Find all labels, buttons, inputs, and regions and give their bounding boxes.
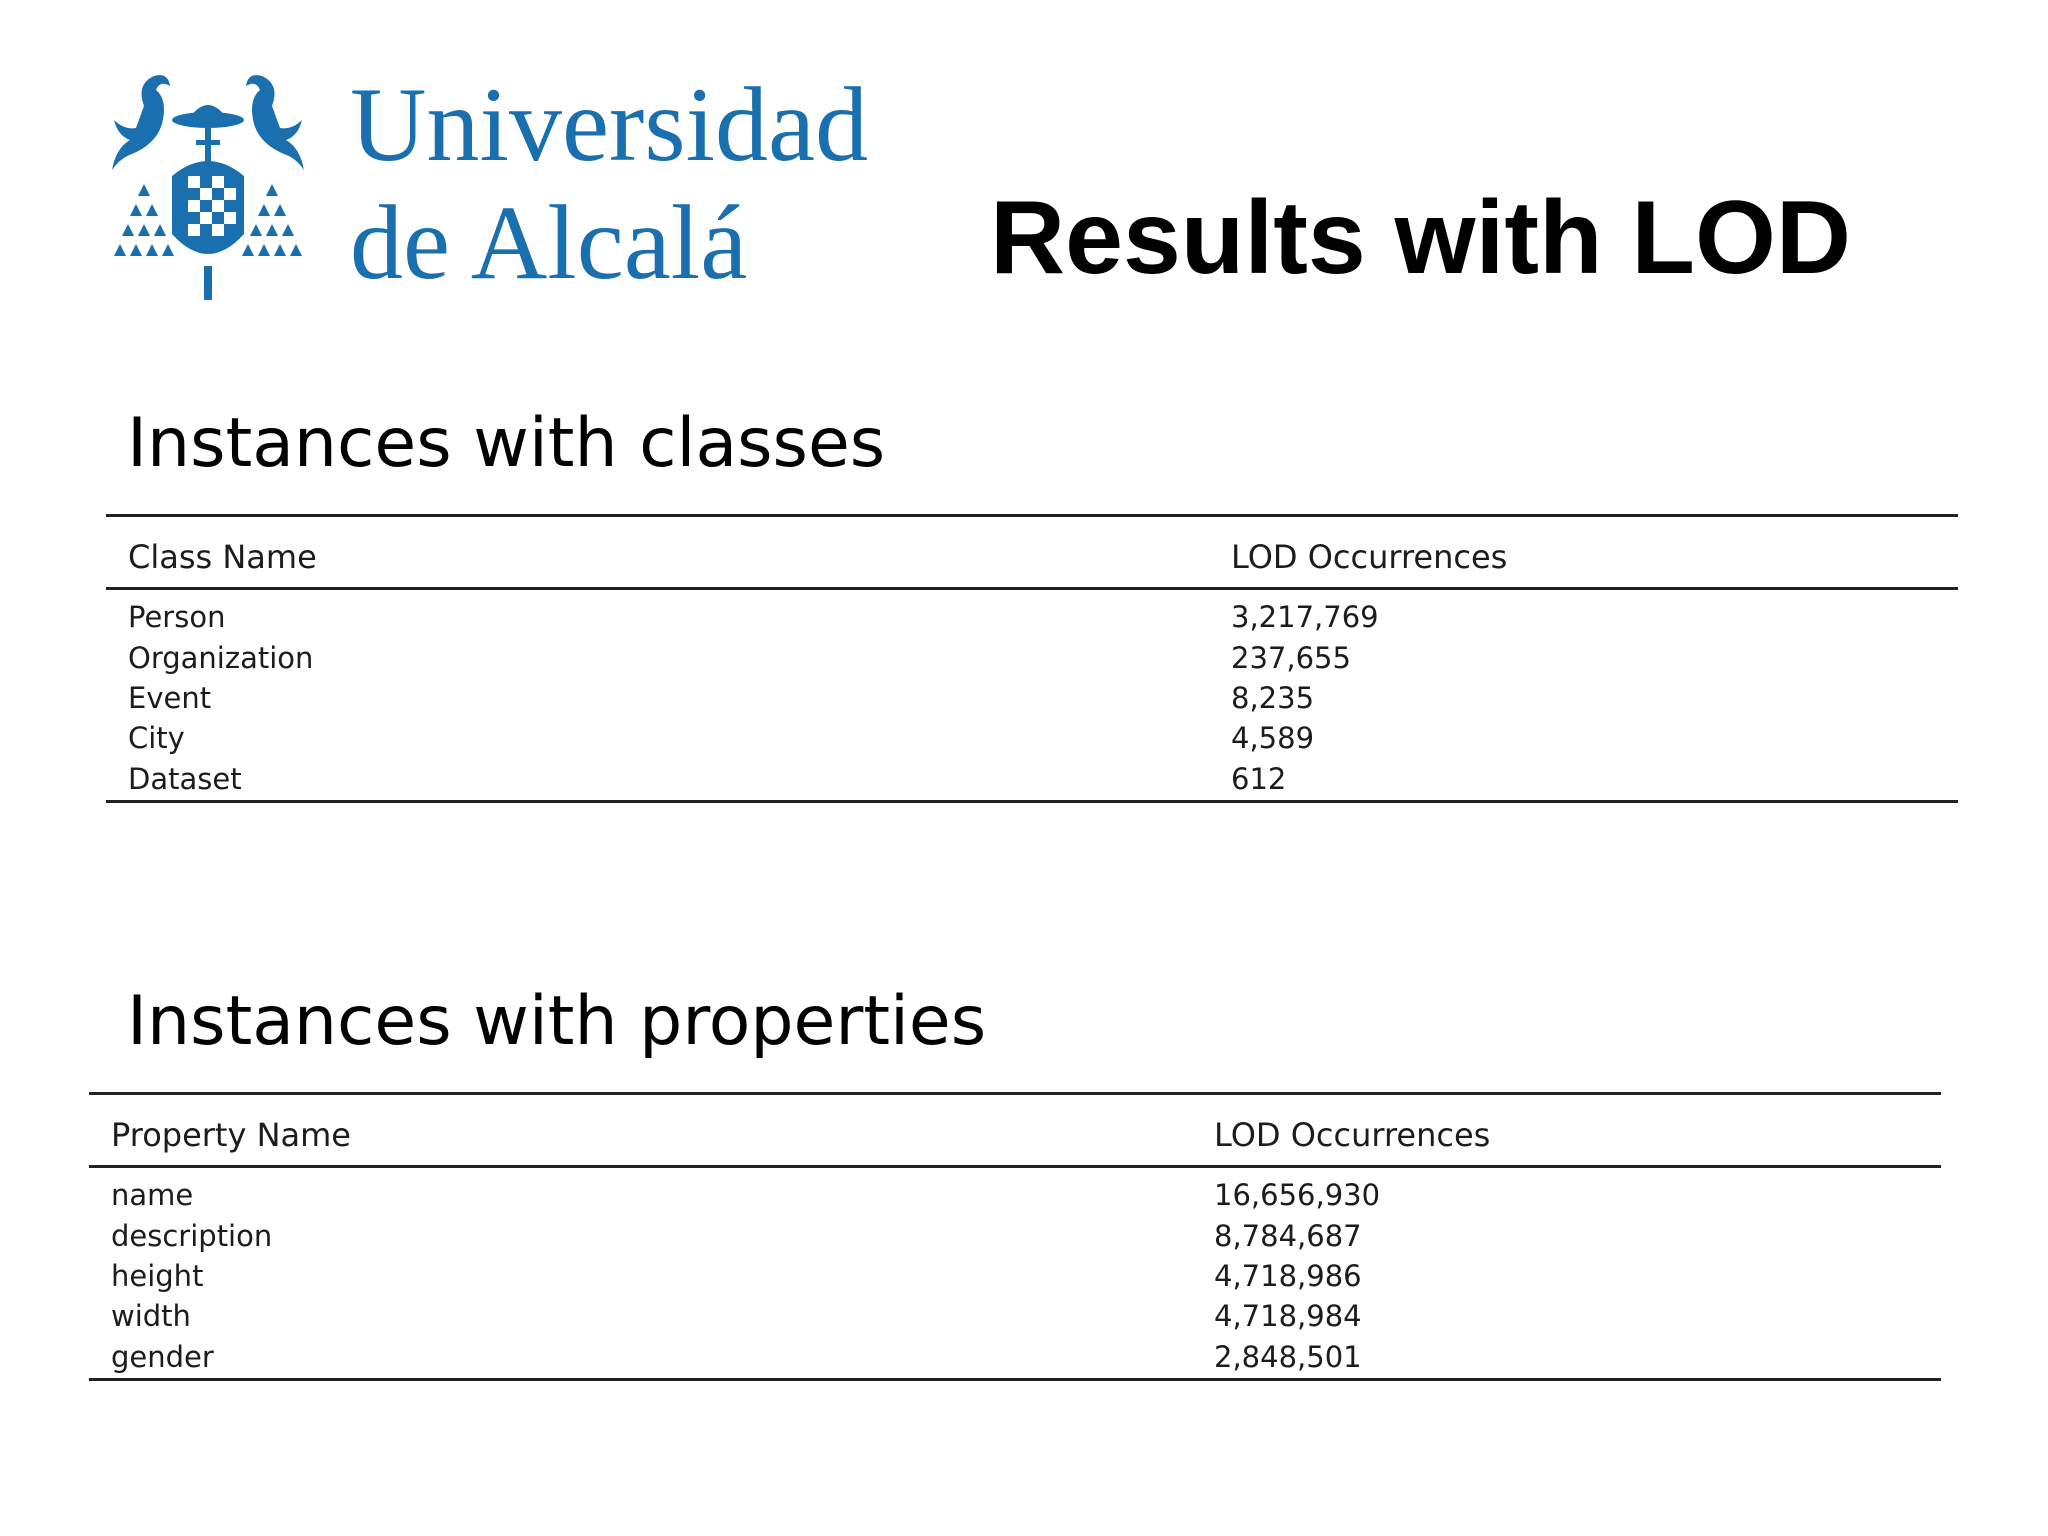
table-row [89, 1336, 1941, 1380]
table-row [89, 1216, 1941, 1256]
occurrences-cell: 237,655 [1231, 641, 1351, 675]
column-header-lod-occurrences: LOD Occurrences [1214, 1094, 1941, 1167]
table-header-row [89, 1094, 1941, 1167]
class-name-cell: Event [128, 681, 212, 715]
logo-line-1: Universidad [350, 66, 869, 183]
column-header-lod-occurrences: LOD Occurrences [1231, 516, 1958, 589]
table-row [106, 638, 1958, 678]
occurrences-cell: 4,589 [1231, 721, 1315, 755]
column-header-property-name: Property Name [89, 1094, 1214, 1167]
occurrences-cell: 16,656,930 [1214, 1178, 1381, 1212]
table-row [89, 1296, 1941, 1336]
class-name-cell: City [128, 721, 185, 755]
table-row [89, 1167, 1941, 1217]
property-name-cell: height [111, 1259, 204, 1293]
property-name-cell: width [111, 1299, 191, 1333]
table-row [106, 758, 1958, 802]
classes-table [106, 514, 1958, 803]
occurrences-cell: 3,217,769 [1231, 600, 1379, 634]
university-logo-text [350, 66, 868, 302]
university-crest-icon [104, 66, 312, 306]
table-row [106, 678, 1958, 718]
table-row [106, 718, 1958, 758]
property-name-cell: description [111, 1219, 273, 1253]
table-header-row [106, 516, 1958, 589]
occurrences-cell: 8,235 [1231, 681, 1315, 715]
property-name-cell: gender [89, 1336, 1214, 1380]
occurrences-cell: 4,718,986 [1214, 1259, 1362, 1293]
occurrences-cell: 8,784,687 [1214, 1219, 1362, 1253]
table-row [106, 589, 1958, 639]
column-header-class-name: Class Name [106, 516, 1231, 589]
occurrences-cell: 4,718,984 [1214, 1299, 1362, 1333]
slide-title: Results with LOD [990, 180, 1851, 296]
occurrences-cell: 2,848,501 [1214, 1336, 1941, 1380]
class-name-cell: Dataset [106, 758, 1231, 802]
classes-section-heading: Instances with classes [127, 404, 886, 483]
properties-table [89, 1092, 1941, 1381]
class-name-cell: Person [128, 600, 226, 634]
occurrences-cell: 612 [1231, 758, 1958, 802]
class-name-cell: Organization [128, 641, 314, 675]
table-row [89, 1256, 1941, 1296]
logo-line-2: de Alcalá [350, 184, 748, 301]
property-name-cell: name [111, 1178, 194, 1212]
properties-section-heading: Instances with properties [127, 982, 987, 1061]
